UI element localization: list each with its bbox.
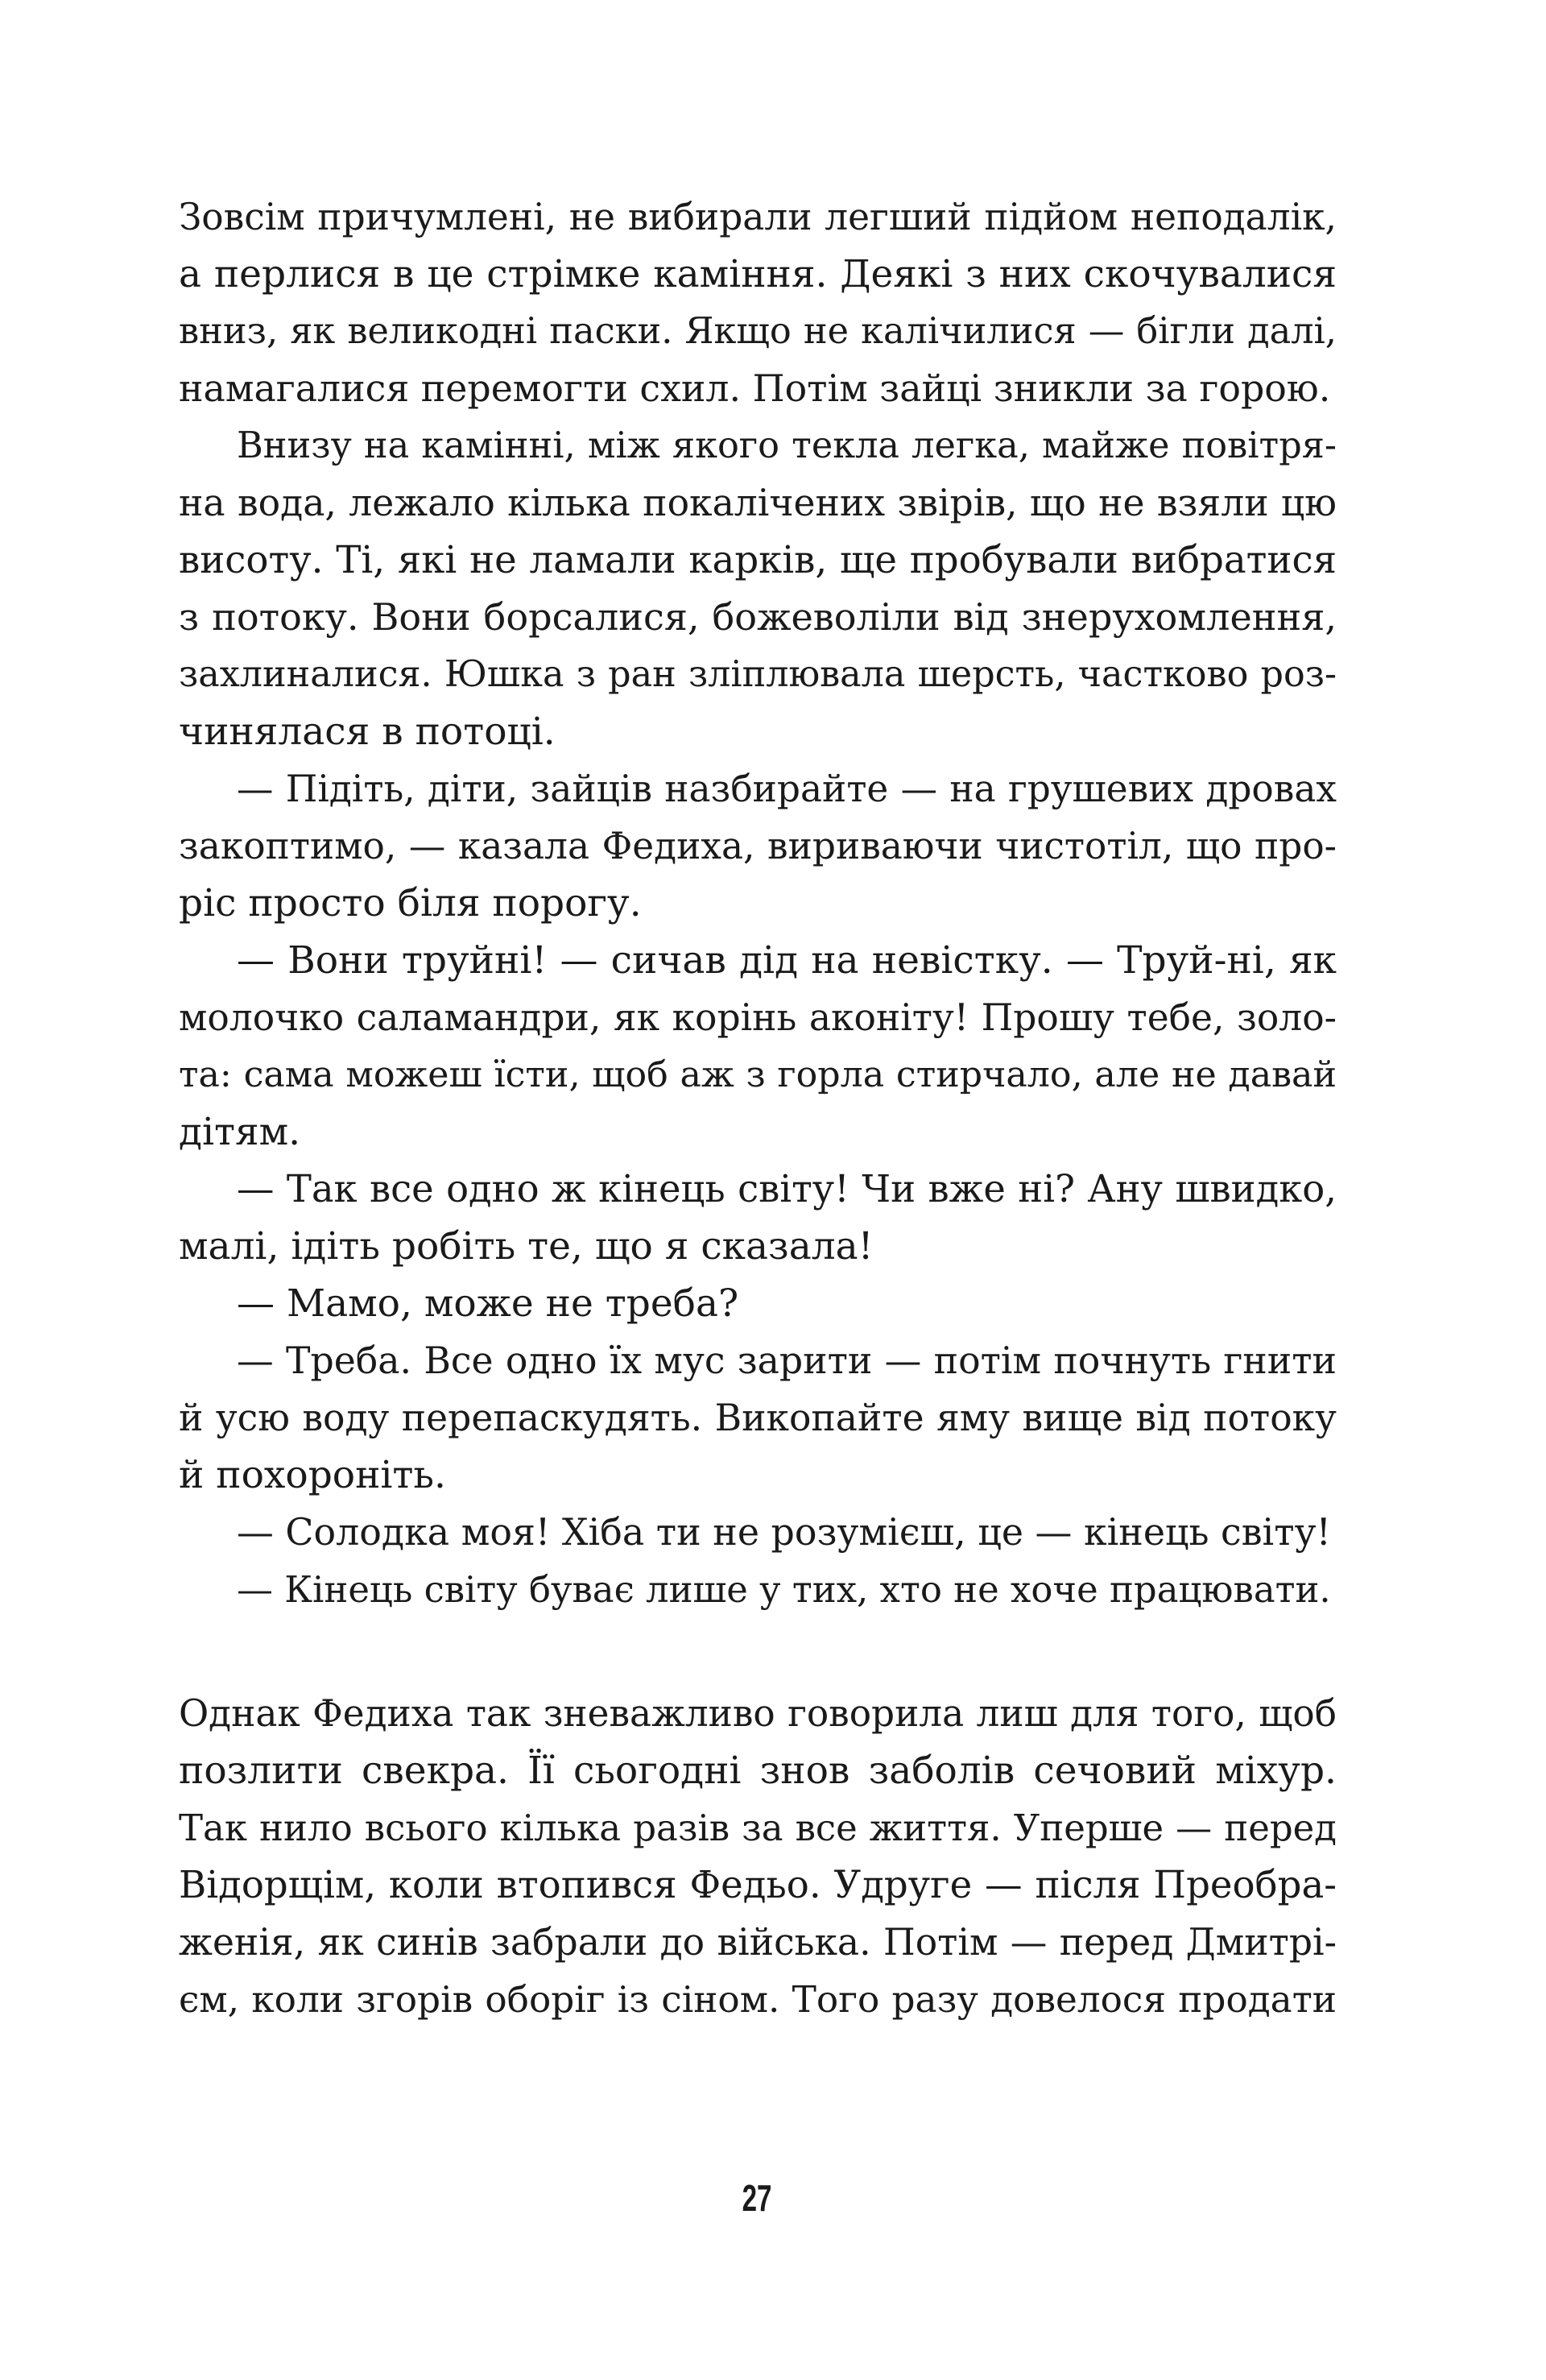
text-line: малі, ідіть робіть те, що я сказала! [179, 1224, 874, 1269]
text-line: та: сама можеш їсти, щоб аж з горла стирчало, але не давай [179, 1054, 1337, 1095]
text-line: позлити свекра. Її сьогодні знов заболів сечовий міхур. [179, 1749, 1337, 1793]
text-line: Однак Федиха так зневажливо говорила лиш для того, щоб [179, 1692, 1337, 1735]
text-line: єм, коли згорів оборіг із сіном. Того разу довелося продати [179, 1978, 1337, 2021]
text-line: а перлися в це стрімке каміння. Деякі з них скочувалися [179, 252, 1337, 296]
text-line: дітям. [179, 1110, 301, 1154]
page-number: 27 [742, 2177, 772, 2219]
text-line: вниз, як великодні паски. Якщо не калічилися — бігли далі, [179, 310, 1337, 352]
text-line: — Вони труйні! — сичав дід на невістку. — Труй-ні, як [237, 938, 1337, 983]
text-line: захлиналися. Юшка з ран зліплювала шерсть, частково роз- [179, 654, 1337, 695]
text-line: — Треба. Все одно їх мус зарити — потім почнуть гнити [237, 1339, 1337, 1382]
text-line: й похороніть. [179, 1453, 446, 1497]
text-line: — Підіть, діти, зайців назбирайте — на грушевих дровах [237, 768, 1337, 810]
text-line: на вода, лежало кілька покалічених звірів, що не взяли цю [179, 482, 1337, 524]
text-line: молочко саламандри, як корінь аконіту! Прошу тебе, золо- [179, 996, 1337, 1039]
text-block-lower [179, 1685, 1337, 2028]
text-line: Відорщім, коли втопився Федьо. Удруге — після Преобра- [179, 1863, 1337, 1906]
text-line: Зовсім причумлені, не вибирали легший підйом неподалік, [179, 196, 1337, 238]
text-line: — Кінець світу буває лише у тих, хто не хоче працювати. [237, 1568, 1331, 1611]
text-line: чинялася в потоці. [179, 710, 556, 754]
text-block-upper [179, 188, 1337, 1618]
text-line: — Мамо, може не треба? [237, 1281, 739, 1326]
text-line: ріс просто біля порогу. [179, 881, 642, 925]
text-line: закоптимо, — казала Федиха, вириваючи чистотіл, що про- [179, 825, 1337, 867]
text-line: й усю воду перепаскудять. Викопайте яму вище від потоку [179, 1397, 1337, 1439]
text-line: з потоку. Вони борсалися, божеволіли від знерухомлення, [179, 595, 1337, 639]
text-line: Так нило всього кілька разів за все життя. Уперше — перед [179, 1807, 1337, 1849]
text-line: — Так все одно ж кінець світу! Чи вже ні? Ану швидко, [237, 1167, 1337, 1211]
text-line: намагалися перемогти схил. Потім зайці зникли за горою. [179, 366, 1331, 410]
text-line: женія, як синів забрали до війська. Потім — перед Дмитрі- [179, 1921, 1337, 1964]
text-line: Внизу на камінні, між якого текла легка, майже повітря- [237, 424, 1337, 466]
text-line: висоту. Ті, які не ламали карків, ще пробували вибратися [179, 538, 1337, 582]
text-line: — Солодка моя! Хіба ти не розумієш, це — кінець світу! [237, 1510, 1331, 1554]
